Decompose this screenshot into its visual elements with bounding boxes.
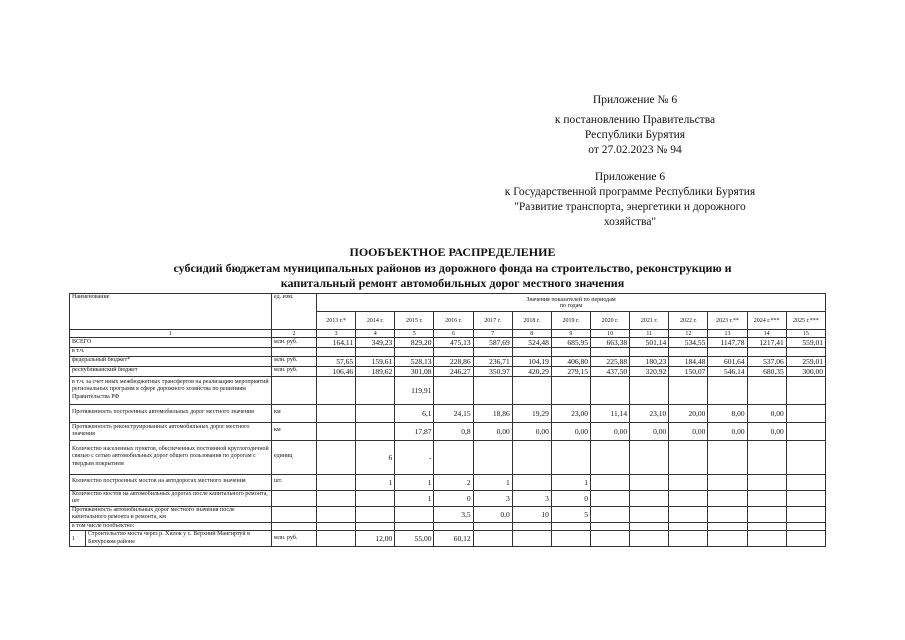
year-header: 2021 г.: [630, 312, 669, 330]
table-row: [70, 506, 826, 522]
value-cell: 11,14: [591, 404, 630, 422]
value-cell: [591, 440, 630, 474]
value-cell: 501,14: [630, 338, 669, 348]
value-cell: 0: [551, 490, 590, 506]
value-cell: [317, 506, 356, 522]
value-cell: [786, 506, 825, 522]
row-name: Протяженность построенных автомобильных дорог местного значения: [70, 404, 272, 422]
row-unit: [272, 348, 317, 357]
subtitle-line: капитальный ремонт автомобильных дорог местного значения: [280, 276, 625, 290]
value-cell: [786, 440, 825, 474]
value-cell: [630, 474, 669, 490]
value-cell: [747, 474, 786, 490]
year-header: 2016 г.: [434, 312, 473, 330]
value-cell: 18,86: [473, 404, 512, 422]
value-cell: 663,38: [591, 338, 630, 348]
program-line: к Государственной программе Республики Бурятия: [504, 186, 756, 198]
appendix-number: [560, 93, 710, 108]
column-number: 8: [512, 330, 551, 338]
values-header: [317, 294, 826, 312]
table-row: [70, 522, 826, 531]
value-cell: [512, 348, 551, 357]
row-name: в т.ч.: [70, 348, 272, 357]
row-unit: км: [272, 404, 317, 422]
value-cell: [630, 376, 669, 404]
resolution-line: от 27.02.2023 № 94: [588, 144, 682, 156]
value-cell: [551, 531, 590, 547]
value-cell: 104,19: [512, 356, 551, 366]
row-name: Протяженность реконструированных автомобильных дорог местного значения: [70, 422, 272, 440]
program-reference: [480, 170, 780, 230]
resolution-line: Республики Бурятия: [584, 129, 686, 141]
year-header: 2022 г.: [669, 312, 708, 330]
value-cell: [551, 348, 590, 357]
values-header-line: по годам: [559, 302, 583, 309]
value-cell: [591, 522, 630, 531]
value-cell: [630, 522, 669, 531]
row-name: Строительство моста через р. Хилок у с. Верхний Мангиртуй в Бичурском районе: [86, 531, 272, 547]
row-name: республиканский бюджет: [70, 366, 272, 376]
value-cell: 546,14: [708, 366, 747, 376]
value-cell: [708, 440, 747, 474]
value-cell: [630, 506, 669, 522]
value-cell: 8,00: [708, 404, 747, 422]
row-name: Количество мостов на автомобильных дорогах после капитального ремонта, шт: [70, 490, 272, 506]
value-cell: 19,29: [512, 404, 551, 422]
value-cell: 0,00: [708, 422, 747, 440]
value-cell: [356, 490, 395, 506]
value-cell: 17,87: [395, 422, 434, 440]
year-header: 2013 г.*: [317, 312, 356, 330]
program-line: Приложение 6: [594, 171, 666, 183]
column-number: 7: [473, 330, 512, 338]
row-unit: млн. руб.: [272, 531, 317, 547]
value-cell: [551, 440, 590, 474]
row-name: федеральный бюджет*: [70, 356, 272, 366]
program-line: "Развитие транспорта, энергетики и дорожного: [514, 201, 746, 213]
value-cell: 1217,41: [747, 338, 786, 348]
column-number: 11: [630, 330, 669, 338]
value-cell: [395, 522, 434, 531]
value-cell: 1: [551, 474, 590, 490]
value-cell: [434, 522, 473, 531]
value-cell: 55,00: [395, 531, 434, 547]
table-row: [70, 348, 826, 357]
value-cell: [317, 404, 356, 422]
value-cell: [317, 422, 356, 440]
row-name: Количество построенных мостов на автодорогах местного значения: [70, 474, 272, 490]
value-cell: 420,29: [512, 366, 551, 376]
value-cell: [317, 531, 356, 547]
value-cell: 24,15: [434, 404, 473, 422]
value-cell: [473, 440, 512, 474]
value-cell: [434, 376, 473, 404]
name-header: Наименование: [70, 294, 272, 330]
appendix-line: Приложение № 6: [592, 94, 678, 106]
value-cell: [356, 422, 395, 440]
unit-header: ед. изм.: [272, 294, 317, 330]
value-cell: 119,91: [395, 376, 434, 404]
value-cell: 524,48: [512, 338, 551, 348]
value-cell: [512, 440, 551, 474]
value-cell: 1: [395, 490, 434, 506]
value-cell: [591, 348, 630, 357]
value-cell: [708, 490, 747, 506]
table-row: [70, 404, 826, 422]
value-cell: [591, 376, 630, 404]
value-cell: [669, 474, 708, 490]
header-row: [70, 294, 826, 312]
value-cell: [395, 348, 434, 357]
value-cell: 528,13: [395, 356, 434, 366]
value-cell: [512, 522, 551, 531]
year-header: 2018 г.: [512, 312, 551, 330]
value-cell: 279,15: [551, 366, 590, 376]
value-cell: [395, 506, 434, 522]
row-unit: [272, 506, 317, 522]
value-cell: [669, 376, 708, 404]
value-cell: [434, 348, 473, 357]
row-unit: [272, 522, 317, 531]
value-cell: 23,00: [551, 404, 590, 422]
row-unit: [272, 376, 317, 404]
value-cell: 0,00: [747, 404, 786, 422]
value-cell: 320,92: [630, 366, 669, 376]
row-name: ВСЕГО: [70, 338, 272, 348]
value-cell: [551, 522, 590, 531]
value-cell: [356, 404, 395, 422]
value-cell: 164,11: [317, 338, 356, 348]
year-header: 2017 г.: [473, 312, 512, 330]
value-cell: 6: [356, 440, 395, 474]
value-cell: -: [395, 440, 434, 474]
column-number: 2: [272, 330, 317, 338]
value-cell: 1: [473, 474, 512, 490]
value-cell: [434, 440, 473, 474]
value-cell: 0,00: [512, 422, 551, 440]
value-cell: 685,95: [551, 338, 590, 348]
value-cell: [317, 522, 356, 531]
value-cell: 0,0: [473, 506, 512, 522]
value-cell: 259,01: [786, 356, 825, 366]
value-cell: 349,23: [356, 338, 395, 348]
value-cell: [473, 348, 512, 357]
table-row: [70, 440, 826, 474]
value-cell: [317, 376, 356, 404]
value-cell: 0,00: [669, 422, 708, 440]
value-cell: [512, 474, 551, 490]
value-cell: 12,00: [356, 531, 395, 547]
value-cell: [591, 474, 630, 490]
year-header: 2019 г.: [551, 312, 590, 330]
row-unit: единиц: [272, 440, 317, 474]
table-row: [70, 474, 826, 490]
value-cell: 534,55: [669, 338, 708, 348]
value-cell: [708, 506, 747, 522]
row-number: 1: [70, 531, 86, 547]
value-cell: 0,8: [434, 422, 473, 440]
column-number: 6: [434, 330, 473, 338]
value-cell: [786, 474, 825, 490]
value-cell: 10: [512, 506, 551, 522]
value-cell: [473, 376, 512, 404]
value-cell: [747, 376, 786, 404]
value-cell: [786, 404, 825, 422]
value-cell: [630, 490, 669, 506]
column-number: 14: [747, 330, 786, 338]
value-cell: [708, 522, 747, 531]
value-cell: [669, 506, 708, 522]
value-cell: 184,48: [669, 356, 708, 366]
value-cell: 537,06: [747, 356, 786, 366]
resolution-line: к постановлению Правительства: [554, 114, 716, 126]
value-cell: [669, 440, 708, 474]
resolution-reference: [520, 113, 750, 158]
table-row: [70, 356, 826, 366]
year-header: 2014 г.: [356, 312, 395, 330]
value-cell: 0,00: [473, 422, 512, 440]
row-name: Количество населенных пунктов, обеспеченных постоянной круглогодичной связью с сетью автомобильных дорог общего пользования по дорогам с твердым покрытием: [70, 440, 272, 474]
value-cell: 601,64: [708, 356, 747, 366]
value-cell: [786, 376, 825, 404]
value-cell: [708, 376, 747, 404]
value-cell: [317, 440, 356, 474]
value-cell: 1: [395, 474, 434, 490]
value-cell: [747, 506, 786, 522]
value-cell: [591, 531, 630, 547]
column-number: 5: [395, 330, 434, 338]
value-cell: 246,27: [434, 366, 473, 376]
value-cell: 236,71: [473, 356, 512, 366]
value-cell: 225,88: [591, 356, 630, 366]
year-header: 2025 г.***: [786, 312, 825, 330]
value-cell: 57,65: [317, 356, 356, 366]
value-cell: 406,80: [551, 356, 590, 366]
value-cell: [591, 506, 630, 522]
row-unit: км: [272, 422, 317, 440]
year-header: 2023 г.**: [708, 312, 747, 330]
value-cell: [747, 531, 786, 547]
row-unit: млн. руб.: [272, 338, 317, 348]
value-cell: 159,61: [356, 356, 395, 366]
value-cell: 1147,78: [708, 338, 747, 348]
value-cell: [669, 490, 708, 506]
value-cell: [669, 531, 708, 547]
column-number: 10: [591, 330, 630, 338]
value-cell: [317, 474, 356, 490]
value-cell: [356, 348, 395, 357]
value-cell: [630, 348, 669, 357]
value-cell: [786, 348, 825, 357]
table-row: [70, 531, 826, 547]
program-line: хозяйства": [603, 216, 657, 228]
subtitle-line: субсидий бюджетам муниципальных районов из дорожного фонда на строительство, реконструкцию и: [173, 261, 732, 275]
year-header: 2015 г.: [395, 312, 434, 330]
row-unit: шт.: [272, 474, 317, 490]
value-cell: 0,00: [551, 422, 590, 440]
value-cell: 437,50: [591, 366, 630, 376]
value-cell: 587,69: [473, 338, 512, 348]
value-cell: 6,1: [395, 404, 434, 422]
value-cell: [591, 490, 630, 506]
value-cell: 680,35: [747, 366, 786, 376]
column-number: 15: [786, 330, 825, 338]
value-cell: [356, 506, 395, 522]
value-cell: 180,23: [630, 356, 669, 366]
column-number: 13: [708, 330, 747, 338]
value-cell: [747, 522, 786, 531]
column-number-row: [70, 330, 826, 338]
value-cell: [786, 531, 825, 547]
value-cell: [473, 531, 512, 547]
table-row: [70, 366, 826, 376]
value-cell: 5: [551, 506, 590, 522]
document-title: ПООБЪЕКТНОЕ РАСПРЕДЕЛЕНИЕ: [349, 245, 556, 259]
value-cell: 300,00: [786, 366, 825, 376]
value-cell: 23,10: [630, 404, 669, 422]
column-number: 12: [669, 330, 708, 338]
value-cell: 301,08: [395, 366, 434, 376]
row-unit: млн. руб.: [272, 356, 317, 366]
value-cell: 3: [473, 490, 512, 506]
value-cell: [317, 348, 356, 357]
value-cell: 3: [512, 490, 551, 506]
value-cell: [473, 522, 512, 531]
value-cell: [747, 440, 786, 474]
distribution-table: [69, 293, 826, 547]
row-unit: [272, 490, 317, 506]
value-cell: 0,00: [747, 422, 786, 440]
value-cell: [512, 531, 551, 547]
value-cell: 350,97: [473, 366, 512, 376]
value-cell: 0,00: [591, 422, 630, 440]
value-cell: [669, 348, 708, 357]
value-cell: 20,00: [669, 404, 708, 422]
value-cell: [317, 490, 356, 506]
value-cell: [551, 376, 590, 404]
table-row: [70, 376, 826, 404]
document-subtitle: [60, 261, 845, 291]
value-cell: [356, 376, 395, 404]
value-cell: [630, 531, 669, 547]
value-cell: 475,13: [434, 338, 473, 348]
value-cell: [630, 440, 669, 474]
value-cell: [356, 522, 395, 531]
value-cell: [786, 490, 825, 506]
value-cell: 60,12: [434, 531, 473, 547]
row-name: Протяженность автомобильных дорог местного значения после капитального ремонта и ремонта, км: [70, 506, 272, 522]
value-cell: [786, 422, 825, 440]
value-cell: 228,86: [434, 356, 473, 366]
year-header: 2024 г.***: [747, 312, 786, 330]
column-number: 3: [317, 330, 356, 338]
column-number: 1: [70, 330, 272, 338]
value-cell: [708, 531, 747, 547]
row-name: в т.ч. за счет иных межбюджетных трансфертов на реализацию мероприятий региональных программ в сфере дорожного хозяйства по решениям Правительства РФ: [70, 376, 272, 404]
value-cell: 0: [434, 490, 473, 506]
value-cell: [512, 376, 551, 404]
table-row: [70, 422, 826, 440]
value-cell: [786, 522, 825, 531]
value-cell: 189,62: [356, 366, 395, 376]
value-cell: 1: [356, 474, 395, 490]
value-cell: 559,01: [786, 338, 825, 348]
value-cell: [708, 348, 747, 357]
row-name: в том числе пообъектно:: [70, 522, 272, 531]
year-header: 2020 г.: [591, 312, 630, 330]
values-header-line: Значения показателей по периодам: [526, 296, 616, 303]
value-cell: [669, 522, 708, 531]
row-unit: млн. руб.: [272, 366, 317, 376]
table-row: [70, 338, 826, 348]
value-cell: 150,07: [669, 366, 708, 376]
value-cell: [747, 490, 786, 506]
value-cell: 3,5: [434, 506, 473, 522]
column-number: 9: [551, 330, 590, 338]
table-row: [70, 490, 826, 506]
value-cell: [747, 348, 786, 357]
value-cell: 829,20: [395, 338, 434, 348]
value-cell: 106,46: [317, 366, 356, 376]
value-cell: [708, 474, 747, 490]
value-cell: 2: [434, 474, 473, 490]
value-cell: 0,00: [630, 422, 669, 440]
column-number: 4: [356, 330, 395, 338]
